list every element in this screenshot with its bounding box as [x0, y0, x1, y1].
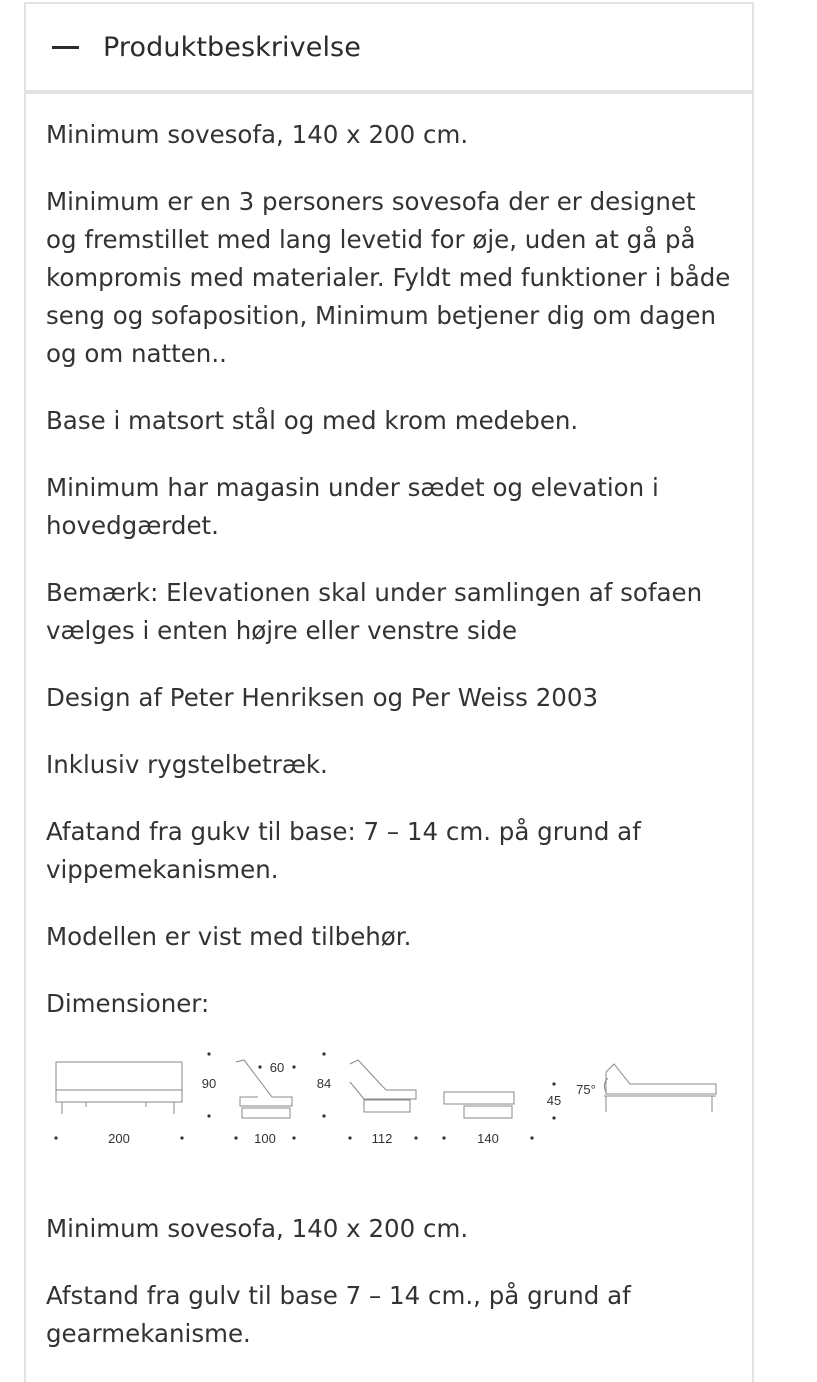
paragraph: Base i matsort stål og med krom medeben.	[46, 406, 579, 435]
dimensions-drawing	[46, 1042, 736, 1160]
sofa-front-drawing	[56, 1062, 182, 1114]
dim-sofa-depth-top: 60	[269, 1060, 285, 1075]
paragraph: Minimum sovesofa, 140 x 200 cm.	[46, 1214, 469, 1243]
paragraph: Inklusiv rygstelbetræk.	[46, 750, 328, 779]
paragraph: Minimum er en 3 personers sovesofa der er designet og fremstillet med lang levetid for øje, uden at gå på kompromis med materialer. Fyldt med funktioner i både seng og sofaposition, Minimum betjener dig om dagen og om natten..	[46, 187, 731, 368]
minus-icon[interactable]	[52, 46, 79, 49]
dim-seat-height: 45	[546, 1093, 562, 1108]
paragraph: Design af Peter Henriksen og Per Weiss 2003	[46, 683, 599, 712]
product-description-panel	[24, 2, 754, 1382]
paragraph: Bemærk: Elevationen skal under samlingen af sofaen vælges i enten højre eller venstre side	[46, 578, 703, 645]
description-body	[26, 94, 752, 1353]
bed-drawing	[444, 1092, 514, 1118]
dim-open-depth: 112	[371, 1131, 393, 1146]
accordion-header[interactable]	[26, 4, 752, 94]
dimensions-diagram	[46, 1042, 732, 1160]
elevated-bed-drawing	[604, 1064, 716, 1112]
paragraph: Dimensioner:	[46, 989, 210, 1018]
dim-sofa-width: 200	[108, 1131, 130, 1146]
dim-back-height: 84	[316, 1076, 332, 1091]
paragraph: Minimum sovesofa, 140 x 200 cm.	[46, 120, 469, 149]
paragraph: Afstand fra gulv til base 7 – 14 cm., på grund af gearmekanisme.	[46, 1281, 631, 1348]
dim-sofa-depth: 100	[254, 1131, 276, 1146]
sofa-recline-drawing	[350, 1060, 416, 1112]
dim-bed-width: 140	[477, 1131, 499, 1146]
dimension-dots	[54, 1052, 555, 1139]
dim-sofa-height: 90	[201, 1076, 217, 1091]
paragraph: Afatand fra gukv til base: 7 – 14 cm. på grund af vippemekanismen.	[46, 817, 641, 884]
paragraph: Minimum har magasin under sædet og elevation i hovedgærdet.	[46, 473, 659, 540]
dim-angle: 75°	[576, 1082, 596, 1097]
accordion-title: Produktbeskrivelse	[103, 31, 361, 63]
paragraph: Modellen er vist med tilbehør.	[46, 922, 412, 951]
